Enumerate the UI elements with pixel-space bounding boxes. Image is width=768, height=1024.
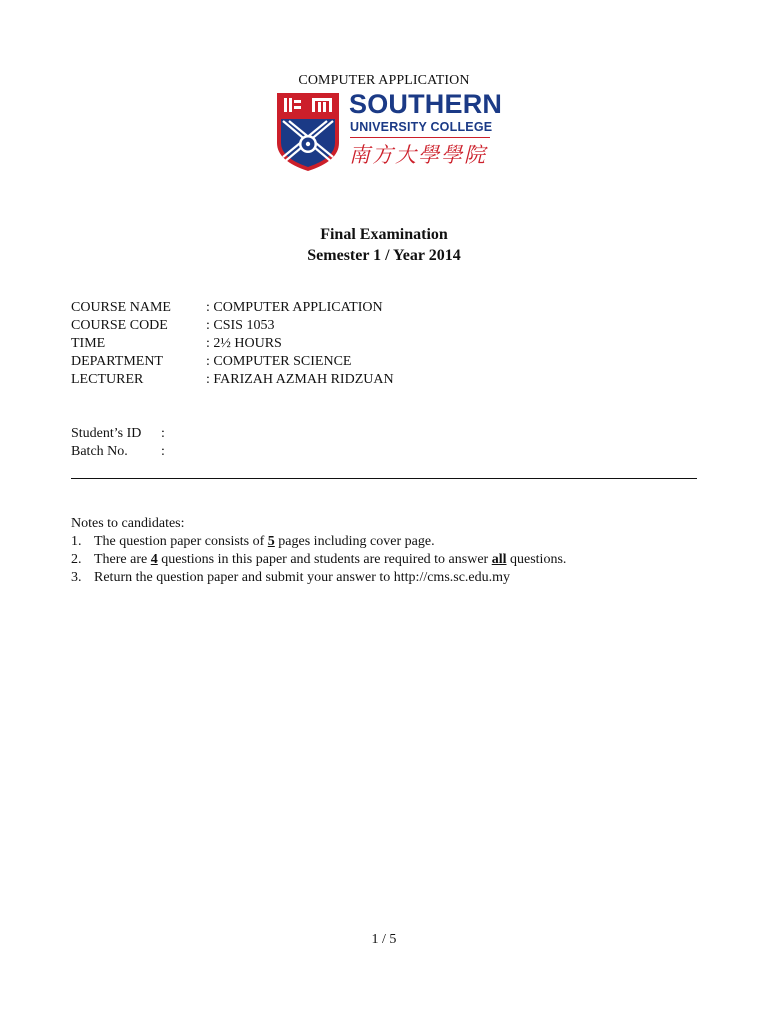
shield-emblem-icon: [275, 91, 341, 173]
notes-heading: Notes to candidates:: [71, 516, 185, 531]
note-number: 1.: [71, 534, 82, 549]
batch-no-colon: :: [161, 444, 165, 459]
course-info-table: [71, 299, 394, 389]
note-item: [71, 533, 566, 551]
note-text: questions.: [506, 552, 567, 567]
note-text: pages including cover page.: [274, 534, 435, 549]
note-text: questions in this paper and students are required to answer: [157, 552, 492, 567]
student-id-label: Student’s ID: [71, 426, 142, 441]
student-details: [71, 425, 165, 461]
info-row-lecturer: [71, 371, 394, 389]
page-number: 1 / 5: [371, 932, 397, 947]
info-label: COURSE NAME: [71, 300, 171, 315]
info-row-department: [71, 353, 394, 371]
student-id-colon: :: [161, 426, 165, 441]
exam-title: Final Examination: [320, 226, 448, 243]
university-logo: [275, 89, 503, 173]
info-value: : COMPUTER SCIENCE: [206, 354, 352, 369]
info-value: : CSIS 1053: [206, 318, 275, 333]
logo-wordmark-university-college: UNIVERSITY COLLEGE: [350, 120, 493, 134]
note-item: [71, 569, 566, 587]
horizontal-divider: [71, 478, 697, 479]
logo-wordmark-chinese: 南方大學學院: [349, 143, 487, 167]
info-label: DEPARTMENT: [71, 354, 163, 369]
note-item: [71, 551, 566, 569]
batch-no-row: [71, 443, 165, 461]
info-row-time: [71, 335, 394, 353]
note-emphasis: 5: [267, 534, 275, 549]
note-text: There are: [94, 552, 151, 567]
note-number: 3.: [71, 570, 82, 585]
info-value: : COMPUTER APPLICATION: [206, 300, 383, 315]
note-text: The question paper consists of: [94, 534, 268, 549]
note-emphasis: 4: [150, 552, 158, 567]
batch-no-label: Batch No.: [71, 444, 128, 459]
logo-wordmark-southern: SOUTHERN: [349, 89, 503, 119]
logo-divider: [350, 137, 490, 138]
note-emphasis: all: [491, 552, 507, 567]
note-text: Return the question paper and submit your answer to http://cms.sc.edu.my: [94, 570, 511, 585]
info-value: : FARIZAH AZMAH RIDZUAN: [206, 372, 394, 387]
info-value: : 2½ HOURS: [206, 336, 282, 351]
info-row-course-code: [71, 317, 394, 335]
info-row-course-name: [71, 299, 394, 317]
exam-title-block: [0, 224, 768, 266]
course-title-header: COMPUTER APPLICATION: [298, 73, 470, 88]
info-label: COURSE CODE: [71, 318, 168, 333]
info-label: LECTURER: [71, 372, 144, 387]
note-number: 2.: [71, 552, 82, 567]
exam-semester: Semester 1 / Year 2014: [307, 247, 461, 264]
info-label: TIME: [71, 336, 106, 351]
notes-to-candidates: [71, 515, 566, 587]
student-id-row: [71, 425, 165, 443]
